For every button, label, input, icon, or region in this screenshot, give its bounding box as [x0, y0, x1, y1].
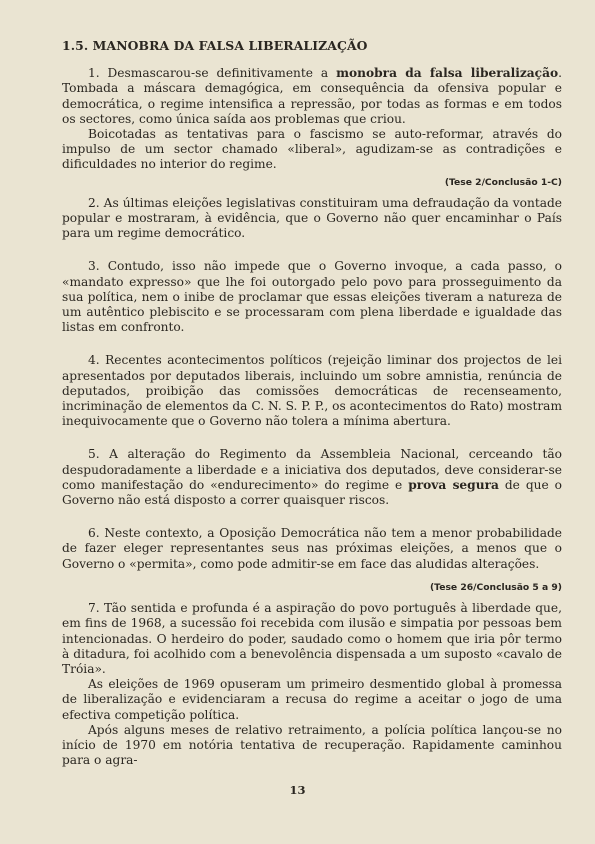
paragraph-5: [62, 447, 562, 508]
paragraph-1b: Boicotadas as tentativas para o fascismo se auto-reformar, através do impulso de um sector chamado «liberal», agudizam-se as contradições e dificuldades no interior do regime.: [62, 127, 562, 172]
paragraph-2: 2. As últimas eleições legislativas constituiram uma defraudação da vontade popular e mostraram, à evidência, que o Governo não quer encaminhar o País para um regime democrático.: [62, 195, 562, 241]
paragraph-1-end: . Tombada a máscara demagógica, em consequência da ofensiva popular e democrática, o regime intensifica a repressão, por todas as formas e em todos os sectores, como única saída aos problemas que criou.: [62, 66, 562, 126]
paragraph-7: 7. Tão sentida e profunda é a aspiração do povo português à liberdade que, em fins de 1968, a sucessão foi recebida com ilusão e simpatia por pessoas bem intencionadas. O herdeiro do poder, saudado como o homem que iria pôr termo à ditadura, foi acolhido com a benevolência dispensada a um suposto «cavalo de Tróia».: [62, 601, 562, 676]
paragraph-5-start: 5. A alteração do Regimento da Assembleia Nacional, cerceando tão despudoradamente a liberdade e a iniciativa dos deputados, deve considerar-se como manifestação do «endurecimento» do regime e: [62, 447, 562, 492]
text-column: [62, 38, 562, 768]
paragraph-7c: Após alguns meses de relativo retraimento, a polícia política lançou-se no início de 1970 em notória tentativa de recuperação. Rapidamente caminhou para o agra-: [62, 722, 562, 768]
section-title: 1.5. MANOBRA DA FALSA LIBERALIZAÇÃO: [62, 38, 368, 53]
paragraph-3: 3. Contudo, isso não impede que o Governo invoque, a cada passo, o «mandato expresso» que lhe foi outorgado pelo povo para prosseguimento da sua política, nem o inibe de proclamar que essas eleições tiveram a natureza de um autêntico plebiscito e se processaram com plena liberdade e igualdade das listas em confronto.: [62, 259, 562, 335]
page-number: 13: [289, 783, 306, 797]
paragraph-5-end: de que o Governo não está disposto a correr quaisquer riscos.: [62, 477, 562, 508]
paragraph-1-emphasis: monobra da falsa liberalização: [336, 66, 559, 81]
reference-2: (Tese 26/Conclusão 5 a 9): [429, 581, 562, 593]
paragraph-1-start: 1. Desmascarou-se definitivamente a: [88, 66, 337, 81]
paragraph-7b: As eleições de 1969 opuseram um primeiro desmentido global à promessa de liberalização e evidenciaram a recusa do regime a aceitar o jogo de uma efectiva competição política.: [62, 677, 562, 722]
paragraph-6: 6. Neste contexto, a Oposição Democrática não tem a menor probabilidade de fazer eleger representantes seus nas próximas eleições, a menos que o Governo o «permita», como pode admitir-se em face das aludidas alterações.: [62, 526, 562, 571]
paragraph-5-emphasis: prova segura: [408, 477, 499, 492]
paragraph-4: 4. Recentes acontecimentos políticos (rejeição liminar dos projectos de lei apresentados por deputados liberais, incluindo um sobre amnistia, renúncia de deputados, proibição das comissões democráticas de recenseamento, incriminação de elementos da C. N. S. P. P., os acontecimentos do Rato) mostram inequivocamente que o Governo não tolera a mínima abertura.: [62, 353, 562, 429]
paragraph-1: [62, 66, 562, 127]
reference-1: (Tese 2/Conclusão 1-C): [444, 176, 562, 188]
